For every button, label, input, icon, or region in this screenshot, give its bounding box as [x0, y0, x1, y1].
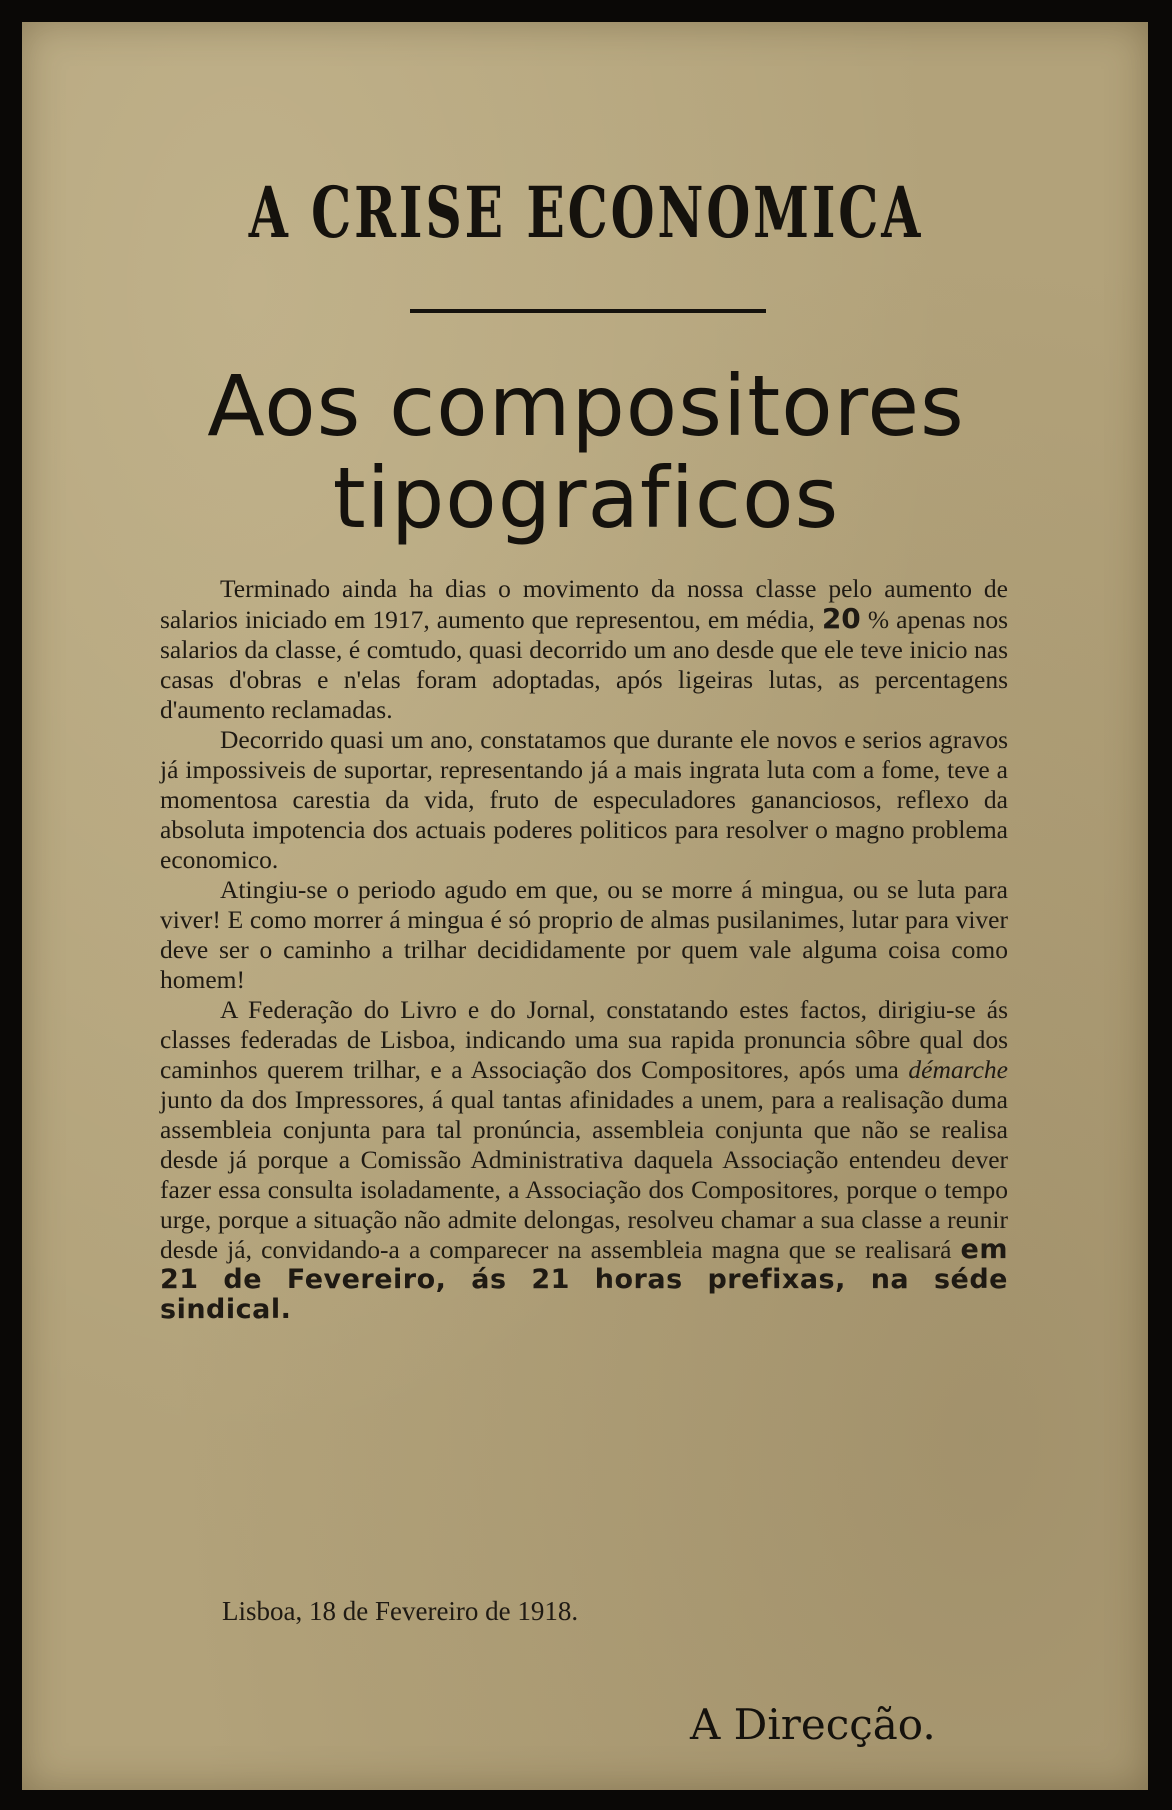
paragraph-3: Atingiu-se o periodo agudo em que, ou se morre á mingua, ou se luta para viver! E como morrer á mingua é só proprio de almas pusilanimes, lutar para viver deve ser o caminho a trilhar decididamente por quem vale alguma coisa como homem! [160, 875, 1008, 994]
paragraph-1 [160, 574, 1008, 725]
paragraph-2: Decorrido quasi um ano, constatamos que durante ele novos e serios agravos já impossiveis de suportar, representando já a mais ingrata luta com a fome, teve a momentosa carestia da vida, fruto de especuladores gananciosos, reflexo da absoluta impotencia dos actuais poderes politicos para resolver o magno problema economico. [160, 725, 1008, 874]
document-subtitle [0, 357, 1172, 547]
body-text [160, 574, 1008, 1325]
meeting-announcement: em 21 de Fevereiro, ás 21 horas prefixas, na séde sindical. [160, 1234, 1008, 1325]
paragraph-4-italic-word: démarche [908, 1055, 1008, 1084]
paragraph-4 [160, 995, 1008, 1325]
paragraph-4-text-before: A Federação do Livro e do Jornal, constatando estes factos, dirigiu-se ás classes federadas de Lisboa, indicando uma sua rapida pronuncia sôbre qual dos caminhos querem trilhar, e a Associação dos Compositores, após uma [160, 995, 1008, 1084]
paragraph-1-text-before: Terminado ainda ha dias o movimento da nossa classe pelo aumento de salarios iniciado em 1917, aumento que representou, em média, [160, 574, 1008, 634]
title-divider [410, 309, 766, 313]
signature: A Direcção. [690, 1700, 936, 1749]
document-title: A CRISE ECONOMICA [248, 171, 924, 254]
date-line: Lisboa, 18 de Fevereiro de 1918. [222, 1596, 579, 1626]
paragraph-4-text-middle: junto da dos Impressores, á qual tantas afinidades a unem, para a realisação duma assembleia conjunta para tal pronúncia, assembleia conjunta que não se realisa desde já porque a Comissão Administrativa daquela Associação entendeu dever fazer essa consulta isoladamente, a Associação dos Compositores, porque o tempo urge, porque a situação não admite delongas, resolveu chamar a sua classe a reunir desde já, convidando-a a comparecer na assembleia magna que se realisará [160, 1085, 1008, 1264]
paragraph-1-percentage: 20 [821, 602, 861, 635]
paragraph-1-text-after: % apenas nos salarios da classe, é comtudo, quasi decorrido um ano desde que ele teve inicio nas casas d'obras e n'elas foram adoptadas, após ligeiras lutas, as percentagens d'aumento reclamadas. [160, 605, 1009, 724]
subtitle-line-1: Aos compositores [207, 357, 965, 455]
subtitle-line-2: tipograficos [332, 449, 840, 547]
